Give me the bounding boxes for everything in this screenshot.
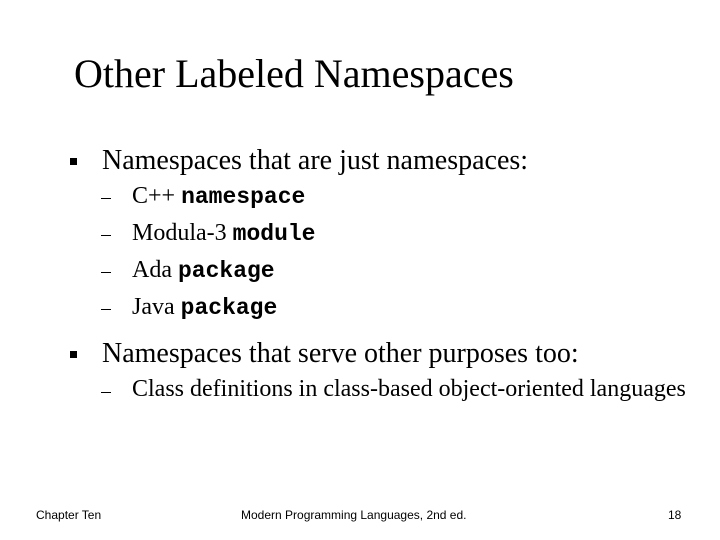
page-number: 18 xyxy=(668,508,682,522)
sub-item xyxy=(132,181,305,212)
bullet-square-icon xyxy=(70,158,77,165)
dash-icon xyxy=(101,309,111,310)
sub-item-text: Java xyxy=(132,294,181,320)
sub-item-text: C++ xyxy=(132,183,182,209)
bullet-item: Namespaces that serve other purposes too: xyxy=(102,338,579,369)
dash-icon xyxy=(101,272,111,273)
sub-item xyxy=(132,292,277,323)
slide-title: Other Labeled Namespaces xyxy=(74,51,514,96)
code-keyword: package xyxy=(177,258,275,284)
sub-item: Class definitions in class-based object-oriented languages xyxy=(132,376,686,402)
dash-icon xyxy=(101,198,111,199)
sub-item xyxy=(132,218,315,249)
code-keyword: module xyxy=(232,221,316,247)
footer-book-title: Modern Programming Languages, 2nd ed. xyxy=(241,508,467,522)
bullet-square-icon xyxy=(70,351,77,358)
code-keyword: package xyxy=(180,295,278,321)
footer-chapter: Chapter Ten xyxy=(36,508,102,522)
sub-item-text: Modula-3 xyxy=(132,220,233,246)
dash-icon xyxy=(101,235,111,236)
code-keyword: namespace xyxy=(181,184,306,210)
sub-item-text: Ada xyxy=(132,257,178,283)
dash-icon xyxy=(101,392,111,393)
bullet-item: Namespaces that are just namespaces: xyxy=(102,145,529,176)
sub-item xyxy=(132,255,275,286)
